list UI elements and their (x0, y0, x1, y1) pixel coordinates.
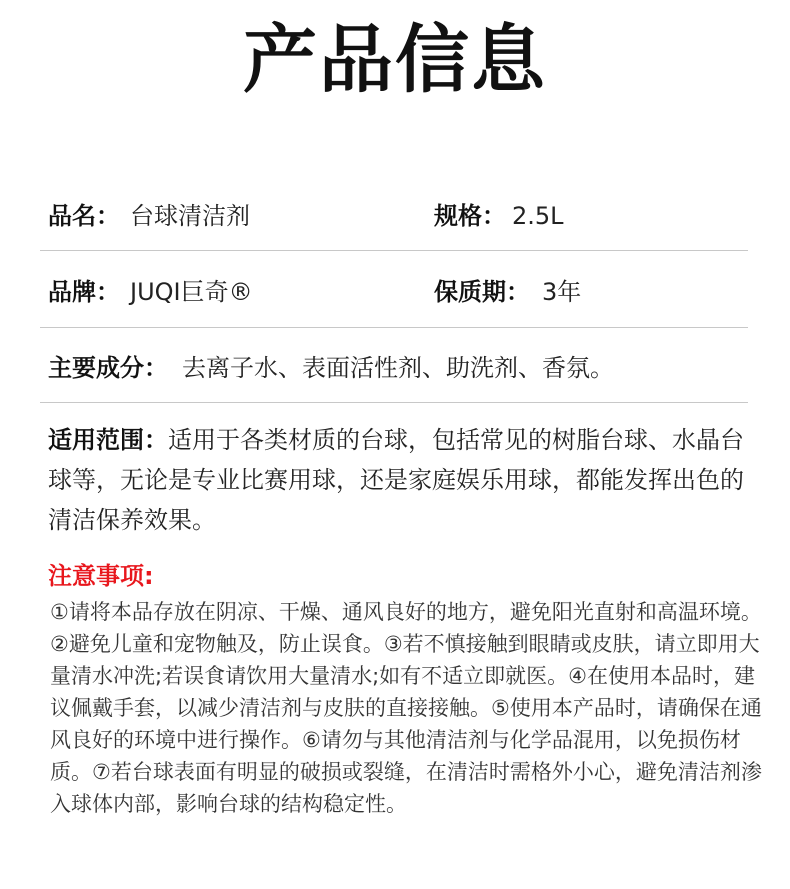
spec-label: 规格： (434, 202, 506, 230)
info-row-name-spec (48, 196, 748, 236)
caution-text: ①请将本品存放在阴凉、干燥、通风良好的地方，避免阳光直射和高温环境。②避免儿童和宠物触及，防止误食。③若不慎接触到眼睛或皮肤，请立即用大量清水冲洗;若误食请饮用大量清水;如有不适立即就医。④在使用本品时，建议佩戴手套，以减少清洁剂与皮肤的直接接触。⑤使用本产品时，请确保在通风良好的环境中进行操作。⑥请勿与其他清洁剂与化学品混用，以免损伤材质。⑦若台球表面有明显的破损或裂缝，在清洁时需格外小心，避免清洁剂渗入球体内部，影响台球的结构稳定性。 (50, 600, 762, 816)
divider-1 (40, 250, 748, 251)
info-row-ingredients (48, 348, 748, 388)
divider-3 (40, 402, 748, 403)
shelf-life-label: 保质期： (434, 278, 530, 306)
product-name-label: 品名： (48, 202, 120, 230)
scope-label: 适用范围： (48, 426, 168, 454)
brand-value: JUQI巨奇® (130, 278, 253, 306)
info-row-brand-shelf (48, 272, 748, 312)
shelf-life-value: 3年 (542, 278, 582, 306)
divider-2 (40, 327, 748, 328)
page-title: 产品信息 (243, 17, 547, 103)
scope-paragraph (48, 420, 758, 540)
ingredients-label: 主要成分： (48, 354, 168, 382)
scope-text: 适用于各类材质的台球，包括常见的树脂台球、水晶台球等，无论是专业比赛用球，还是家庭娱乐用球，都能发挥出色的清洁保养效果。 (48, 426, 744, 534)
spec-value: 2.5L (512, 202, 564, 230)
brand-label: 品牌： (48, 278, 120, 306)
ingredients-value: 去离子水、表面活性剂、助洗剂、香氛。 (182, 354, 614, 382)
product-name-value: 台球清洁剂 (130, 202, 250, 230)
caution-title: 注意事项: (48, 562, 154, 590)
